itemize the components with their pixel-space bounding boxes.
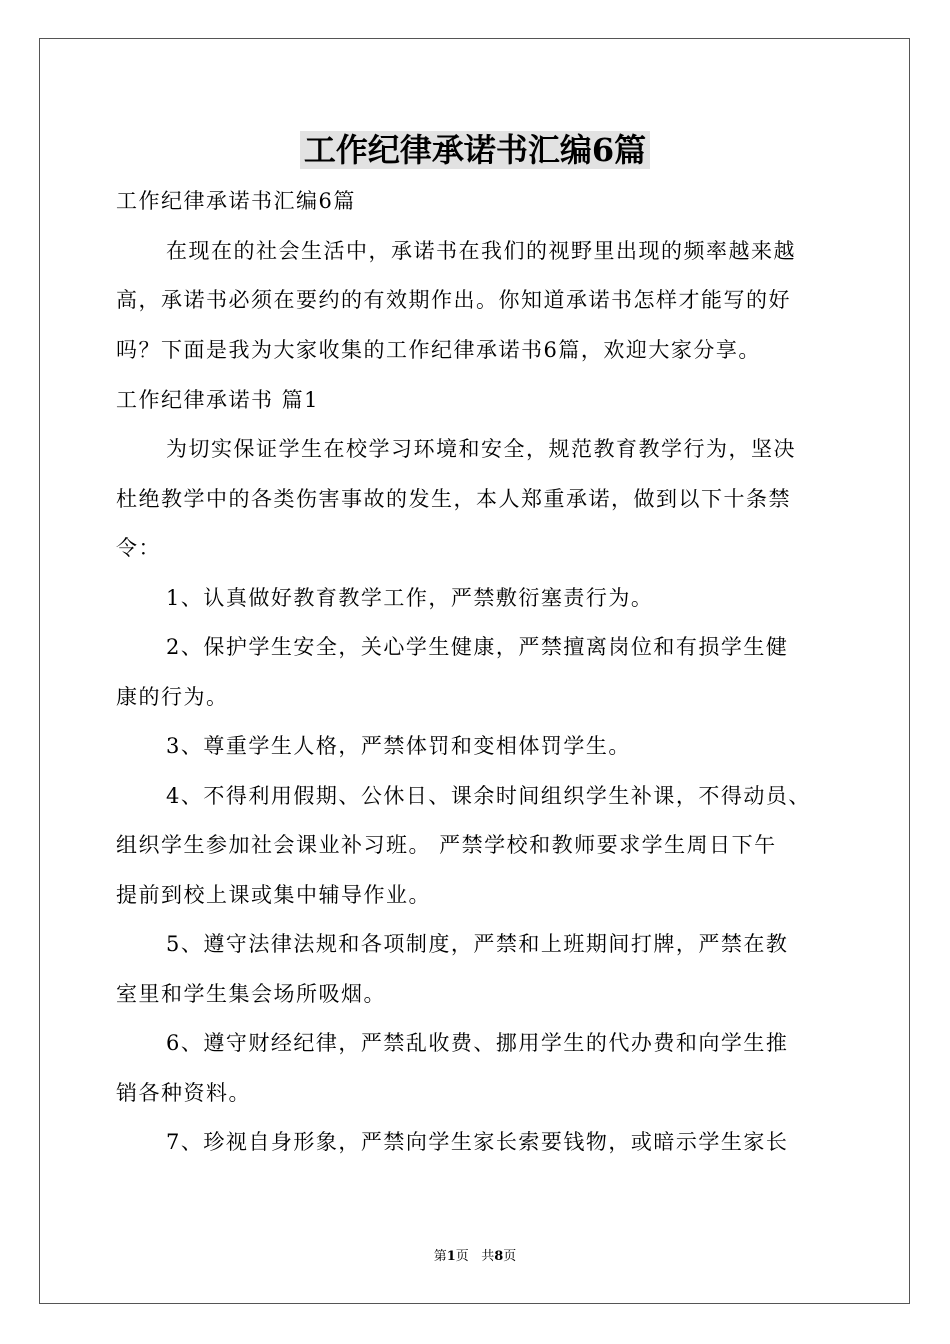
section-heading: 工作纪律承诺书 篇1 xyxy=(116,388,320,412)
list-item: 4、不得利用假期、公休日、课余时间组织学生补课，不得动员、 xyxy=(166,784,811,808)
body-line: 康的行为。 xyxy=(116,685,229,709)
total-prefix: 共 xyxy=(481,1249,495,1264)
page-number: 1 xyxy=(446,1249,456,1264)
list-item: 6、遵守财经纪律，严禁乱收费、挪用学生的代办费和向学生推 xyxy=(166,1031,789,1055)
body-line: 提前到校上课或集中辅导作业。 xyxy=(116,883,431,907)
list-item: 5、遵守法律法规和各项制度，严禁和上班期间打牌，严禁在教 xyxy=(166,932,789,956)
total-suffix: 页 xyxy=(503,1249,517,1264)
page-prefix: 第 xyxy=(433,1249,447,1264)
document-title xyxy=(0,122,950,178)
list-item: 1、认真做好教育教学工作，严禁敷衍塞责行为。 xyxy=(166,586,654,610)
document-title-text: 工作纪律承诺书汇编6篇 xyxy=(300,131,650,169)
body-line: 高，承诺书必须在要约的有效期作出。你知道承诺书怎样才能写的好 xyxy=(116,288,791,312)
page-footer xyxy=(0,1248,950,1266)
body-line: 销各种资料。 xyxy=(116,1081,251,1105)
body-line: 杜绝教学中的各类伤害事故的发生，本人郑重承诺，做到以下十条禁 xyxy=(116,487,791,511)
page-border xyxy=(39,38,910,1304)
body-line: 组织学生参加社会课业补习班。 严禁学校和教师要求学生周日下午 xyxy=(116,833,777,857)
total-pages: 8 xyxy=(494,1249,504,1264)
body-line: 令： xyxy=(116,536,161,560)
body-line: 工作纪律承诺书汇编6篇 xyxy=(116,189,356,213)
page-suffix: 页 xyxy=(455,1249,469,1264)
list-item: 7、珍视自身形象，严禁向学生家长索要钱物，或暗示学生家长 xyxy=(166,1130,789,1154)
body-line: 室里和学生集会场所吸烟。 xyxy=(116,982,386,1006)
body-line: 为切实保证学生在校学习环境和安全，规范教育教学行为，坚决 xyxy=(166,437,796,461)
body-line: 吗？下面是我为大家收集的工作纪律承诺书6篇，欢迎大家分享。 xyxy=(116,338,761,362)
list-item: 2、保护学生安全，关心学生健康，严禁擅离岗位和有损学生健 xyxy=(166,635,789,659)
body-line: 在现在的社会生活中，承诺书在我们的视野里出现的频率越来越 xyxy=(166,239,796,263)
list-item: 3、尊重学生人格，严禁体罚和变相体罚学生。 xyxy=(166,734,631,758)
